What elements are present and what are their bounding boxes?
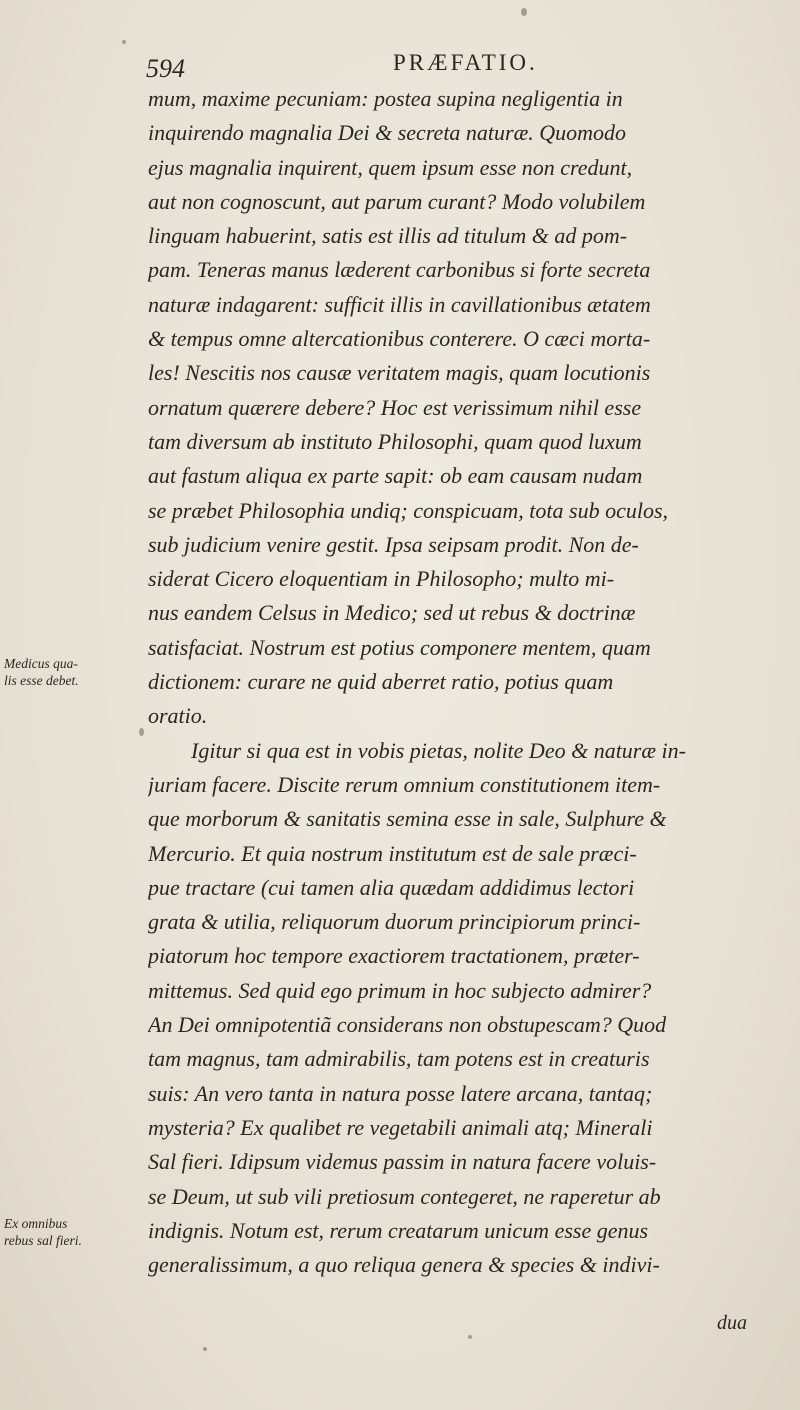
text-line: mysteria? Ex qualibet re vegetabili animali atq; Minerali (148, 1114, 653, 1140)
text-line: juriam facere. Discite rerum omnium constitutionem item- (148, 771, 661, 797)
text-line: Mercurio. Et quia nostrum institutum est de sale præci- (148, 840, 637, 866)
text-line: Sal fieri. Idipsum videmus passim in natura facere voluis- (148, 1149, 657, 1175)
text-line: An Dei omnipotentiã considerans non obstupescam? Quod (148, 1012, 667, 1038)
running-title: PRÆFATIO. (393, 50, 538, 75)
body-text (148, 82, 796, 1282)
text-line: sub judicium venire gestit. Ipsa seipsam prodit. Non de- (148, 531, 639, 557)
text-line: aut fastum aliqua ex parte sapit: ob eam causam nudam (148, 463, 643, 489)
text-line: aut non cognoscunt, aut parum curant? Modo volubilem (148, 188, 646, 214)
text-line: inquirendo magnalia Dei & secreta naturæ. Quomodo (148, 120, 627, 146)
page-number: 594 (146, 54, 185, 83)
text-line: mittemus. Sed quid ego primum in hoc subjecto admirer? (148, 977, 652, 1003)
text-line: tam magnus, tam admirabilis, tam potens est in creaturis (148, 1046, 650, 1072)
text-line: satisfaciat. Nostrum est potius componere mentem, quam (148, 634, 651, 660)
text-line: piatorum hoc tempore exactiorem tractationem, præter- (148, 943, 640, 969)
text-line: se Deum, ut sub vili pretiosum contegeret, ne raperetur ab (148, 1183, 661, 1209)
text-line: grata & utilia, reliquorum duorum principiorum princi- (148, 909, 641, 935)
text-line: oratio. (148, 703, 208, 729)
text-line: tam diversum ab instituto Philosophi, quam quod luxum (148, 428, 642, 454)
text-line: siderat Cicero eloquentiam in Philosopho; multo mi- (148, 566, 615, 592)
text-line: naturæ indagarent: sufficit illis in cavillationibus ætatem (148, 291, 651, 317)
ink-spot (139, 728, 144, 736)
text-line: generalissimum, a quo reliqua genera & species & indivi- (148, 1252, 660, 1278)
text-line: pam. Teneras manus læderent carbonibus si forte secreta (148, 257, 651, 283)
side-note-line: Medicus qua- (4, 656, 78, 671)
text-line: indignis. Notum est, rerum creatarum unicum esse genus (148, 1217, 649, 1243)
text-line: nus eandem Celsus in Medico; sed ut rebus & doctrinæ (148, 600, 636, 626)
side-note-line: Ex omnibus (4, 1216, 68, 1231)
ink-spot (468, 1335, 472, 1339)
text-line: linguam habuerint, satis est illis ad titulum & ad pom- (148, 223, 628, 249)
text-line: ornatum quærere debere? Hoc est verissimum nihil esse (148, 394, 642, 420)
text-line: les! Nescitis nos causæ veritatem magis, quam locutionis (148, 360, 651, 386)
text-line: Igitur si qua est in vobis pietas, nolite Deo & naturæ in- (191, 737, 686, 763)
ink-spot (122, 40, 126, 44)
catchword: dua (717, 1312, 747, 1334)
side-note-medicus (4, 655, 144, 689)
ink-spot (203, 1347, 207, 1351)
text-line: mum, maxime pecuniam: postea supina negligentia in (148, 86, 623, 111)
side-note-line: lis esse debet. (4, 673, 79, 688)
text-line: que morborum & sanitatis semina esse in sale, Sulphure & (148, 806, 667, 832)
text-line: pue tractare (cui tamen alia quædam addidimus lectori (148, 874, 635, 900)
text-line: ejus magnalia inquirent, quem ipsum esse non credunt, (148, 154, 633, 180)
ink-spot (521, 8, 527, 16)
side-note-sal (4, 1215, 144, 1249)
text-line: suis: An vero tanta in natura posse latere arcana, tantaq; (148, 1080, 653, 1106)
text-line: se præbet Philosophia undiq; conspicuam, tota sub oculos, (148, 497, 669, 523)
text-line: dictionem: curare ne quid aberret ratio, potius quam (148, 669, 614, 695)
side-note-line: rebus sal fieri. (4, 1233, 82, 1248)
text-line: & tempus omne altercationibus conterere. O cæci morta- (148, 326, 651, 352)
